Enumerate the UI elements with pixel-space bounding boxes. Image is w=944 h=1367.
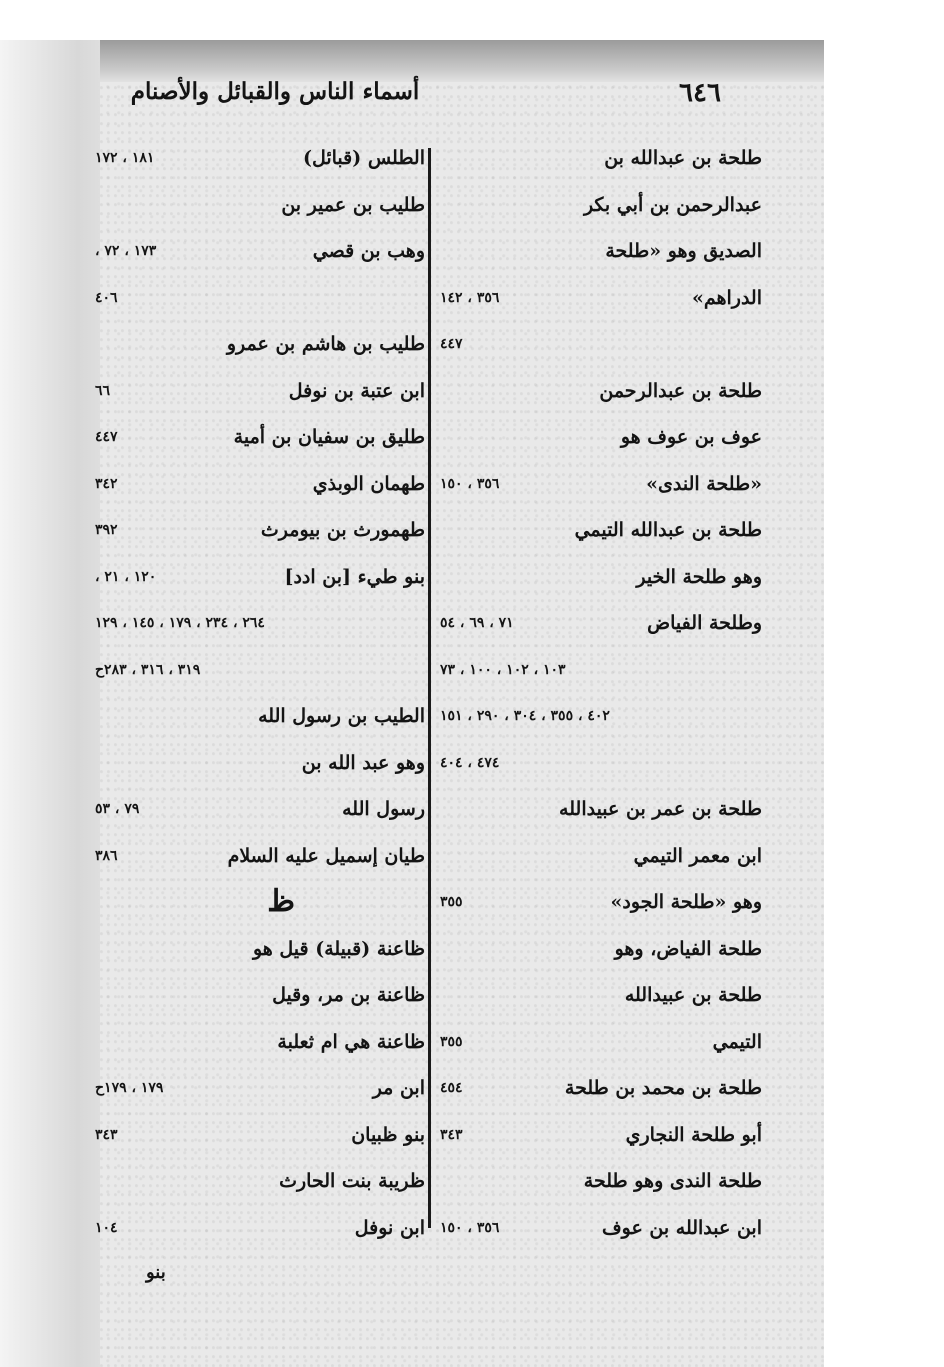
entry-pages: ٣٥٦ ، ١٥٠ xyxy=(440,475,500,492)
index-entry xyxy=(95,466,425,513)
entry-name: طليق بن سفيان بن أمية xyxy=(233,426,425,448)
index-entry xyxy=(440,745,762,792)
index-entry xyxy=(440,512,762,559)
entry-pages: ٤٤٧ xyxy=(95,429,118,445)
entry-pages: ٤٠٦ xyxy=(95,289,118,306)
index-entry xyxy=(440,698,762,745)
entry-pages: ٤٥٤ xyxy=(440,1080,463,1096)
entry-pages: ١٠٤ xyxy=(95,1219,118,1236)
page-number: ٦٤٦ xyxy=(679,78,721,108)
entry-pages: ١٢٠ ، ٢١ ، xyxy=(95,568,157,585)
index-entry xyxy=(95,838,425,885)
entry-name: ابن نوفل xyxy=(354,1216,425,1239)
index-entry xyxy=(95,326,425,373)
index-entry xyxy=(440,187,762,234)
index-entry xyxy=(95,559,425,606)
entry-name: ابن عبدالله بن عوف xyxy=(601,1216,762,1239)
entry-name: وهو «طلحة الجود» xyxy=(610,891,762,913)
entry-name: ابن عتبة بن نوفل xyxy=(288,379,425,402)
index-entry xyxy=(95,652,425,699)
entry-pages: ٣٥٥ xyxy=(440,894,463,910)
index-entry xyxy=(95,1163,425,1210)
entry-pages: ٣٥٥ xyxy=(440,1033,463,1050)
entry-name: وهب بن قصي xyxy=(312,240,425,262)
entry-name: الدراهم» xyxy=(691,286,762,309)
entry-name: ظاعنة هي ام ثعلبة xyxy=(277,1030,425,1053)
entry-name: وهو عبد الله بن xyxy=(301,751,425,774)
entry-name: الصديق وهو «طلحة xyxy=(605,240,762,262)
index-entry xyxy=(440,1070,762,1117)
entry-name: رسول الله xyxy=(342,798,425,820)
entry-name: طلحة الفياض، وهو xyxy=(614,937,762,960)
entry-pages: ٢٦٤ ، ٢٣٤ ، ١٧٩ ، ١٤٥ ، ١٢٩ xyxy=(95,615,265,631)
index-entry xyxy=(95,280,425,327)
entry-pages: ٣٤٢ xyxy=(95,475,118,492)
entry-name: طهمورث بن بيومرث xyxy=(260,519,425,541)
entry-name: عبدالرحمن بن أبي بكر xyxy=(583,193,762,216)
entry-name: طلحة بن محمد بن طلحة xyxy=(564,1077,762,1099)
index-entry xyxy=(95,1210,425,1257)
index-entry xyxy=(440,373,762,420)
entry-name: بنو ظبيان xyxy=(351,1123,425,1146)
index-entry xyxy=(95,977,425,1024)
entry-pages: ٣٨٦ xyxy=(95,847,118,864)
entry-pages: ٣٥٦ ، ١٥٠ xyxy=(440,1219,500,1236)
header-band xyxy=(100,40,824,82)
index-entry xyxy=(440,977,762,1024)
index-entry xyxy=(95,140,425,187)
index-entry xyxy=(95,1024,425,1071)
entry-name: ظاعنة بن مر، وقيل xyxy=(272,984,425,1006)
index-entry xyxy=(440,419,762,466)
entry-name: ابن معمر التيمي xyxy=(633,844,762,867)
entry-name: الطلس (قبائل) xyxy=(302,147,425,169)
entry-name: أبو طلحة النجاري xyxy=(625,1123,762,1146)
index-entry xyxy=(440,605,762,652)
entry-pages: ٧٩ ، ٥٣ xyxy=(95,801,140,817)
index-entry xyxy=(95,512,425,559)
section-letter: ظ xyxy=(267,884,295,919)
entry-pages: ١٨١ ، ١٧٢ xyxy=(95,150,155,166)
index-entry xyxy=(95,605,425,652)
entry-name: طليب بن عمير بن xyxy=(281,193,425,216)
index-entry xyxy=(95,419,425,466)
entry-pages: ١٠٣ ، ١٠٢ ، ١٠٠ ، ٧٣ xyxy=(440,661,566,678)
entry-pages: ٣٥٦ ، ١٤٢ xyxy=(440,289,500,306)
index-column-left xyxy=(95,140,425,1256)
index-entry xyxy=(95,698,425,745)
index-entry xyxy=(95,745,425,792)
index-entry xyxy=(440,280,762,327)
entry-pages: ١٧٩ ، ١٧٩ح xyxy=(95,1080,164,1096)
entry-pages: ٧١ ، ٦٩ ، ٥٤ xyxy=(440,615,514,631)
index-entry xyxy=(95,233,425,280)
entry-name: طلحة بن عمر بن عبيدالله xyxy=(559,798,762,820)
index-entry xyxy=(440,1163,762,1210)
index-entry xyxy=(95,1070,425,1117)
column-divider xyxy=(428,148,431,1228)
entry-pages: ٣١٩ ، ٣١٦ ، ٢٨٣ح xyxy=(95,661,201,678)
entry-pages: ٤٧٤ ، ٤٠٤ xyxy=(440,754,500,771)
index-entry xyxy=(440,1117,762,1164)
index-entry xyxy=(95,791,425,838)
index-entry xyxy=(440,1024,762,1071)
entry-name: وطلحة الفياض xyxy=(647,612,762,634)
index-entry xyxy=(440,1210,762,1257)
index-entry xyxy=(440,791,762,838)
entry-name: طليب بن هاشم بن عمرو xyxy=(226,333,425,355)
index-entry xyxy=(95,884,425,931)
entry-name: طلحة بن عبدالله بن xyxy=(604,147,762,169)
index-entry xyxy=(95,931,425,978)
index-entry xyxy=(440,233,762,280)
index-entry xyxy=(95,187,425,234)
entry-pages: ٤٤٧ xyxy=(440,336,463,352)
entry-name: عوف بن عوف هو xyxy=(620,426,762,448)
catchword: بنو xyxy=(146,1262,166,1283)
index-entry xyxy=(440,652,762,699)
index-entry xyxy=(440,559,762,606)
entry-name: ظريبة بنت الحارث xyxy=(279,1170,425,1192)
entry-name: وهو طلحة الخير xyxy=(636,565,762,588)
entry-name: ابن مر xyxy=(372,1077,425,1099)
entry-name: طلحة الندى وهو طلحة xyxy=(583,1170,762,1192)
entry-name: التيمي xyxy=(712,1030,762,1053)
entry-name: طلحة بن عبدالله التيمي xyxy=(574,519,762,541)
index-entry xyxy=(440,884,762,931)
index-entry xyxy=(95,1117,425,1164)
index-column-right xyxy=(440,140,762,1256)
entry-name: «طلحة الندى» xyxy=(646,472,762,495)
entry-pages: ٣٤٣ xyxy=(95,1126,118,1143)
entry-name: ظاعنة (قبيلة) قيل هو xyxy=(252,937,425,960)
entry-pages: ١٧٣ ، ٧٢ ، xyxy=(95,243,157,259)
entry-name: الطيب بن رسول الله xyxy=(258,705,425,727)
index-entry xyxy=(440,931,762,978)
entry-name: طلحة بن عبدالرحمن xyxy=(599,379,762,402)
entry-name: طلحة بن عبيدالله xyxy=(624,984,762,1006)
entry-name: طيان إسميل عليه السلام xyxy=(227,844,425,867)
entry-name: طهمان الوبذي xyxy=(312,472,425,495)
index-entry xyxy=(440,466,762,513)
index-entry xyxy=(95,373,425,420)
entry-name: بنو طيء [بن ادد] xyxy=(284,565,425,588)
index-entry xyxy=(440,326,762,373)
index-entry xyxy=(440,838,762,885)
entry-pages: ٦٦ xyxy=(95,382,111,399)
page-title: أسماء الناس والقبائل والأصنام xyxy=(130,78,420,105)
entry-pages: ٣٩٢ xyxy=(95,522,118,538)
entry-pages: ٣٤٣ xyxy=(440,1126,463,1143)
entry-pages: ٤٠٢ ، ٣٥٥ ، ٣٠٤ ، ٢٩٠ ، ١٥١ xyxy=(440,708,610,724)
index-entry xyxy=(440,140,762,187)
